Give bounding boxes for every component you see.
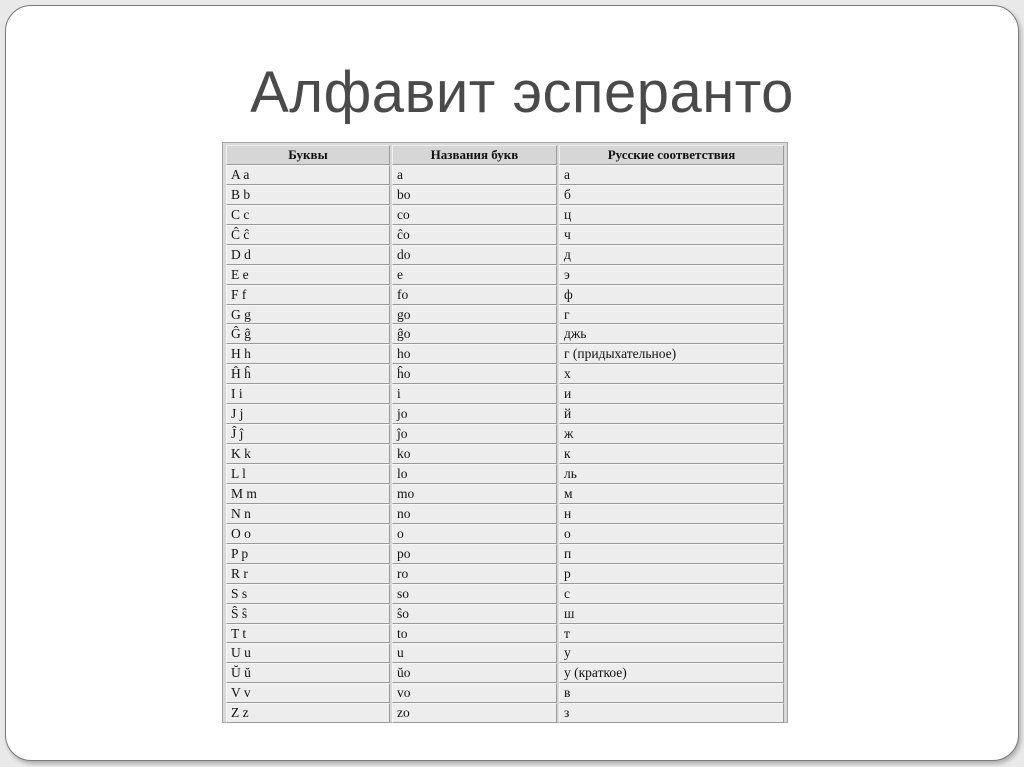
table-row: [226, 643, 784, 663]
table-header-row: [226, 145, 784, 165]
table-row: [226, 265, 784, 285]
letter-name-cell: ĝo: [392, 324, 557, 344]
column-header-letters: Буквы: [226, 145, 390, 165]
letter-name-cell: to: [392, 624, 557, 644]
letter-cell: Ŭ ŭ: [226, 663, 390, 683]
table-row: [226, 205, 784, 225]
letter-cell: U u: [226, 643, 390, 663]
russian-equivalent-cell: ц: [559, 205, 784, 225]
table-row: [226, 484, 784, 504]
table-row: [226, 703, 784, 723]
letter-name-cell: a: [392, 165, 557, 185]
russian-equivalent-cell: а: [559, 165, 784, 185]
letter-cell: C c: [226, 205, 390, 225]
table-row: [226, 424, 784, 444]
letter-name-cell: so: [392, 584, 557, 604]
letter-cell: L l: [226, 464, 390, 484]
russian-equivalent-cell: й: [559, 404, 784, 424]
letter-cell: A a: [226, 165, 390, 185]
table-row: [226, 305, 784, 325]
letter-name-cell: go: [392, 305, 557, 325]
table-row: [226, 464, 784, 484]
letter-name-cell: ko: [392, 444, 557, 464]
russian-equivalent-cell: ж: [559, 424, 784, 444]
russian-equivalent-cell: б: [559, 185, 784, 205]
letter-name-cell: zo: [392, 703, 557, 723]
table-row: [226, 604, 784, 624]
letter-cell: B b: [226, 185, 390, 205]
russian-equivalent-cell: з: [559, 703, 784, 723]
letter-cell: Ĵ ĵ: [226, 424, 390, 444]
table-row: [226, 504, 784, 524]
table-row: [226, 344, 784, 364]
letter-name-cell: ŭo: [392, 663, 557, 683]
russian-equivalent-cell: ш: [559, 604, 784, 624]
letter-name-cell: jo: [392, 404, 557, 424]
letter-cell: I i: [226, 384, 390, 404]
russian-equivalent-cell: г: [559, 305, 784, 325]
letter-cell: D d: [226, 245, 390, 265]
russian-equivalent-cell: к: [559, 444, 784, 464]
russian-equivalent-cell: п: [559, 544, 784, 564]
slide-title: Алфавит эсперанто: [250, 60, 794, 125]
table-row: [226, 544, 784, 564]
letter-cell: M m: [226, 484, 390, 504]
russian-equivalent-cell: м: [559, 484, 784, 504]
letter-cell: T t: [226, 624, 390, 644]
table-row: [226, 683, 784, 703]
table-row: [226, 225, 784, 245]
letter-cell: Ĝ ĝ: [226, 324, 390, 344]
russian-equivalent-cell: джь: [559, 324, 784, 344]
table-row: [226, 185, 784, 205]
letter-name-cell: no: [392, 504, 557, 524]
table-row: [226, 444, 784, 464]
letter-name-cell: fo: [392, 285, 557, 305]
russian-equivalent-cell: и: [559, 384, 784, 404]
russian-equivalent-cell: х: [559, 364, 784, 384]
russian-equivalent-cell: н: [559, 504, 784, 524]
letter-name-cell: ĵo: [392, 424, 557, 444]
letter-cell: Ĥ ĥ: [226, 364, 390, 384]
letter-cell: G g: [226, 305, 390, 325]
letter-name-cell: ĉo: [392, 225, 557, 245]
letter-cell: Ŝ ŝ: [226, 604, 390, 624]
letter-name-cell: po: [392, 544, 557, 564]
russian-equivalent-cell: в: [559, 683, 784, 703]
russian-equivalent-cell: ч: [559, 225, 784, 245]
letter-name-cell: ĥo: [392, 364, 557, 384]
russian-equivalent-cell: д: [559, 245, 784, 265]
russian-equivalent-cell: у (краткое): [559, 663, 784, 683]
letter-cell: R r: [226, 564, 390, 584]
letter-cell: F f: [226, 285, 390, 305]
table-row: [226, 524, 784, 544]
letter-name-cell: lo: [392, 464, 557, 484]
russian-equivalent-cell: у: [559, 643, 784, 663]
column-header-russian: Русские соответствия: [559, 145, 784, 165]
russian-equivalent-cell: ф: [559, 285, 784, 305]
russian-equivalent-cell: с: [559, 584, 784, 604]
table-row: [226, 663, 784, 683]
letter-cell: O o: [226, 524, 390, 544]
letter-name-cell: ro: [392, 564, 557, 584]
alphabet-table: [222, 142, 788, 723]
column-header-names: Названия букв: [392, 145, 557, 165]
letter-name-cell: vo: [392, 683, 557, 703]
letter-name-cell: ŝo: [392, 604, 557, 624]
letter-name-cell: o: [392, 524, 557, 544]
table-row: [226, 624, 784, 644]
letter-cell: Z z: [226, 703, 390, 723]
letter-name-cell: ho: [392, 344, 557, 364]
letter-cell: Ĉ ĉ: [226, 225, 390, 245]
letter-name-cell: u: [392, 643, 557, 663]
letter-name-cell: do: [392, 245, 557, 265]
letter-cell: N n: [226, 504, 390, 524]
table-row: [226, 584, 784, 604]
letter-name-cell: bo: [392, 185, 557, 205]
letter-cell: K k: [226, 444, 390, 464]
table-row: [226, 564, 784, 584]
letter-cell: P p: [226, 544, 390, 564]
table-row: [226, 364, 784, 384]
letter-cell: E e: [226, 265, 390, 285]
table-row: [226, 285, 784, 305]
russian-equivalent-cell: ль: [559, 464, 784, 484]
letter-name-cell: mo: [392, 484, 557, 504]
russian-equivalent-cell: т: [559, 624, 784, 644]
russian-equivalent-cell: о: [559, 524, 784, 544]
table-row: [226, 404, 784, 424]
letter-cell: J j: [226, 404, 390, 424]
letter-name-cell: i: [392, 384, 557, 404]
russian-equivalent-cell: г (придыхательное): [559, 344, 784, 364]
table-row: [226, 324, 784, 344]
letter-cell: H h: [226, 344, 390, 364]
table-row: [226, 165, 784, 185]
table-row: [226, 245, 784, 265]
letter-cell: V v: [226, 683, 390, 703]
letter-cell: S s: [226, 584, 390, 604]
letter-name-cell: e: [392, 265, 557, 285]
russian-equivalent-cell: р: [559, 564, 784, 584]
slide: [5, 5, 1019, 761]
table-row: [226, 384, 784, 404]
letter-name-cell: co: [392, 205, 557, 225]
russian-equivalent-cell: э: [559, 265, 784, 285]
